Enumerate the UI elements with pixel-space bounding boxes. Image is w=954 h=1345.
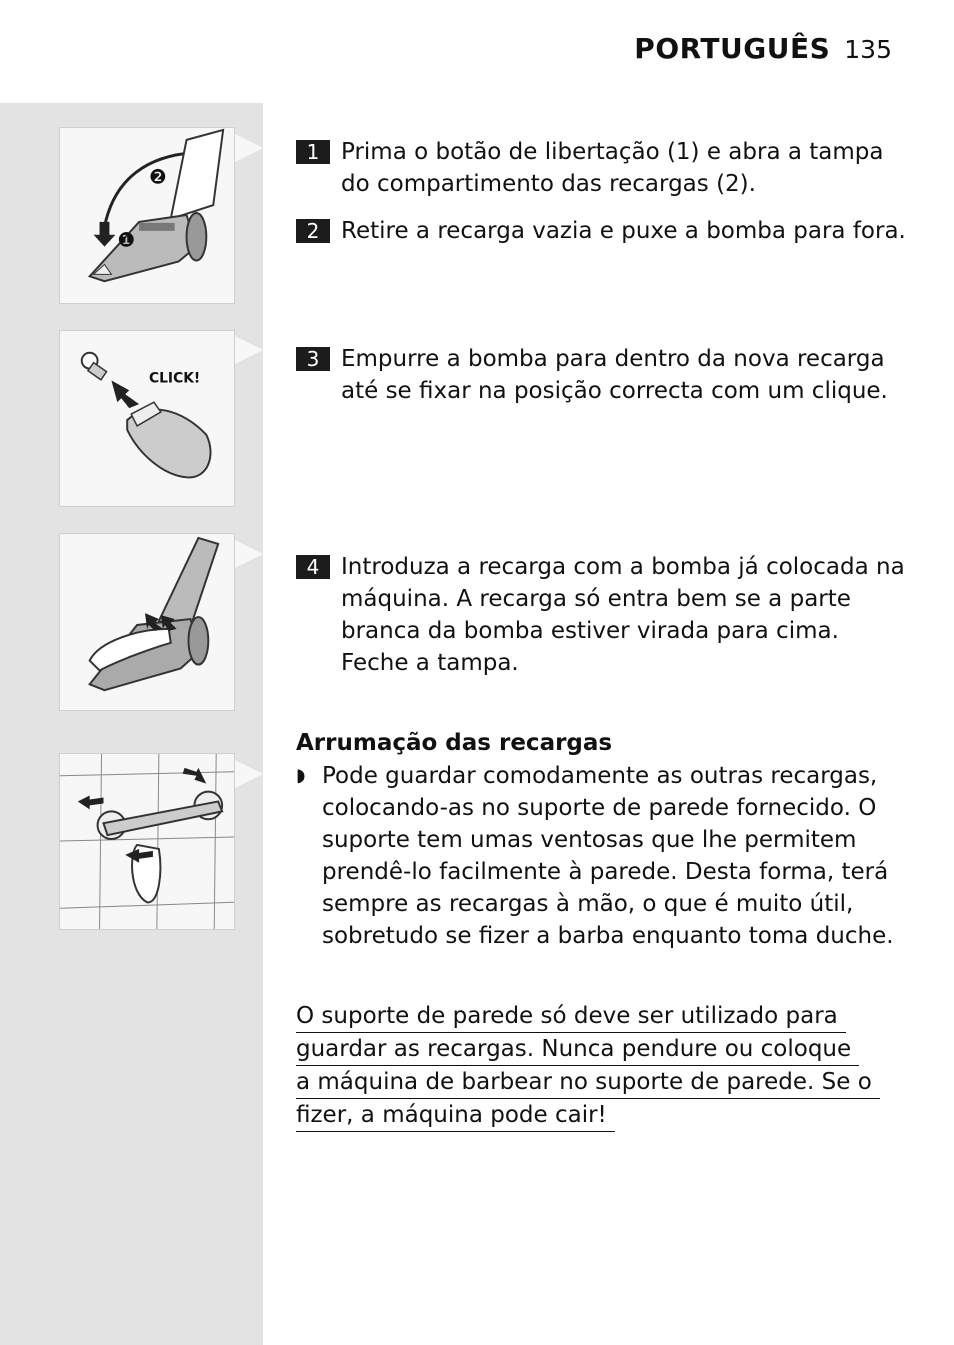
wall-holder-illustration: [60, 754, 234, 929]
callout-2: ❷: [148, 165, 167, 189]
section-heading: Arrumação das recargas: [296, 730, 613, 756]
figure-pointer: [235, 540, 263, 568]
language-title: PORTUGUÊS: [634, 32, 831, 65]
figure-open-cover: [59, 127, 235, 304]
instruction-step-3: [296, 343, 906, 407]
step-text: Retire a recarga vazia e puxe a bomba para fora.: [341, 218, 906, 244]
pump-into-cartridge-illustration: [60, 331, 234, 506]
figure-pointer: [235, 760, 263, 788]
instruction-step-4: [296, 551, 906, 679]
figure-insert-cartridge: [59, 533, 235, 711]
page-number: 135: [844, 35, 892, 64]
figure-click-pump: [59, 330, 235, 507]
bullet-text: Pode guardar comodamente as outras recargas, colocando-as no suporte de parede fornecido. O suporte tem umas ventosas que lhe permitem prendê-lo facilmente à parede. Desta forma, terá sempre as recargas à mão, o que é muito útil, sobretudo se fizer a barba enquanto toma duche.: [322, 763, 894, 949]
step-text: Empurre a bomba para dentro da nova recarga até se fixar na posição correcta com um clique.: [341, 346, 888, 404]
step-text: Introduza a recarga com a bomba já colocada na máquina. A recarga só entra bem se a parte branca da bomba estiver virada para cima. Feche a tampa.: [341, 554, 905, 676]
bullet-marker: ◗: [296, 765, 306, 786]
warning-line: a máquina de barbear no suporte de parede. Se o: [296, 1066, 880, 1099]
instruction-step-1: [296, 136, 906, 200]
warning-line: O suporte de parede só deve ser utilizado para: [296, 1000, 846, 1033]
warning-line: fizer, a máquina pode cair!: [296, 1099, 615, 1132]
step-number: 4: [296, 555, 330, 579]
step-text: Prima o botão de libertação (1) e abra a tampa do compartimento das recargas (2).: [341, 139, 884, 197]
instruction-step-2: [296, 215, 906, 247]
figure-wall-holder: [59, 753, 235, 930]
step-number: 2: [296, 219, 330, 243]
bullet-item: [296, 760, 906, 952]
callout-1: ❶: [117, 228, 136, 252]
page-header: [634, 32, 892, 65]
shaver-open-cover-illustration: [60, 128, 234, 303]
warning-note: [296, 1000, 896, 1132]
figure-pointer: [235, 134, 263, 162]
click-label: CLICK!: [148, 370, 201, 387]
shaver-insert-cartridge-illustration: [60, 534, 234, 710]
step-number: 1: [296, 140, 330, 164]
warning-line: guardar as recargas. Nunca pendure ou coloque: [296, 1033, 859, 1066]
step-number: 3: [296, 347, 330, 371]
figure-pointer: [235, 336, 263, 364]
